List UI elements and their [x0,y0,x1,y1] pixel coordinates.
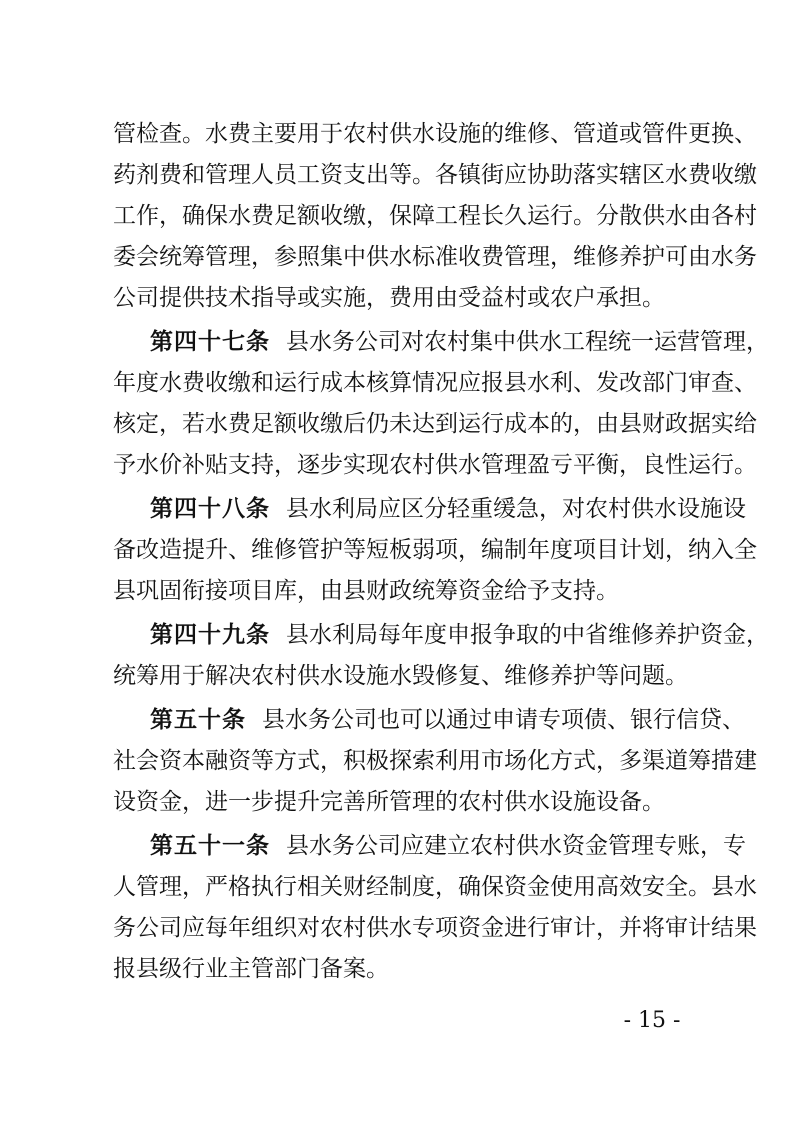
intro-line: 委会统筹管理，参照集中供水标准收费管理，维修养护可由水务 [113,244,757,270]
article-line: 年度水费收缴和运行成本核算情况应报县水利、发改部门审查、 [113,370,757,396]
intro-line: 工作，确保水费足额收缴，保障工程长久运行。分散供水由各村 [113,203,757,229]
article-line: 备改造提升、维修管护等短板弱项，编制年度项目计划，纳入全 [113,537,757,563]
article-line: 统筹用于解决农村供水设施水毁修复、维修养护等问题。 [113,663,688,689]
article-50-first-line [150,700,745,740]
article-48-first-line [150,489,746,529]
article-line: 设资金，进一步提升完善所管理的农村供水设施设备。 [113,789,665,815]
article-line: 县巩固衔接项目库，由县财政统筹资金给予支持。 [113,578,619,604]
article-text: 县水利局应区分轻重缓急，对农村供水设施设 [286,496,746,522]
article-heading: 第五十一条 [150,832,270,859]
article-line: 报县级行业主管部门备案。 [113,956,389,982]
article-49-first-line [150,615,769,655]
article-text: 县水务公司对农村集中供水工程统一运营管理， [286,329,769,355]
article-text: 县水利局每年度申报争取的中省维修养护资金， [286,622,769,648]
article-line: 人管理，严格执行相关财经制度，确保资金使用高效安全。县水 [113,874,757,900]
article-line: 务公司应每年组织对农村供水专项资金进行审计，并将审计结果 [113,915,757,941]
intro-line: 药剂费和管理人员工资支出等。各镇街应协助落实辖区水费收缴 [113,162,757,188]
article-line: 核定，若水费足额收缴后仍未达到运行成本的，由县财政据实给 [113,411,757,437]
article-heading: 第四十九条 [150,621,270,648]
article-text: 县水务公司也可以通过申请专项债、银行信贷、 [262,707,745,733]
article-line: 社会资本融资等方式，积极探索利用市场化方式，多渠道筹措建 [113,748,757,774]
article-text: 县水务公司应建立农村供水资金管理专账，专 [286,833,746,859]
article-heading: 第四十七条 [150,328,270,355]
page-number: - 15 - [623,1008,681,1033]
article-heading: 第四十八条 [150,495,270,522]
article-51-first-line [150,826,746,866]
article-line: 予水价补贴支持，逐步实现农村供水管理盈亏平衡，良性运行。 [113,452,757,478]
article-heading: 第五十条 [150,706,246,733]
intro-line: 管检查。水费主要用于农村供水设施的维修、管道或管件更换、 [113,121,757,147]
article-47-first-line [150,322,769,362]
intro-line: 公司提供技术指导或实施，费用由受益村或农户承担。 [113,285,665,311]
